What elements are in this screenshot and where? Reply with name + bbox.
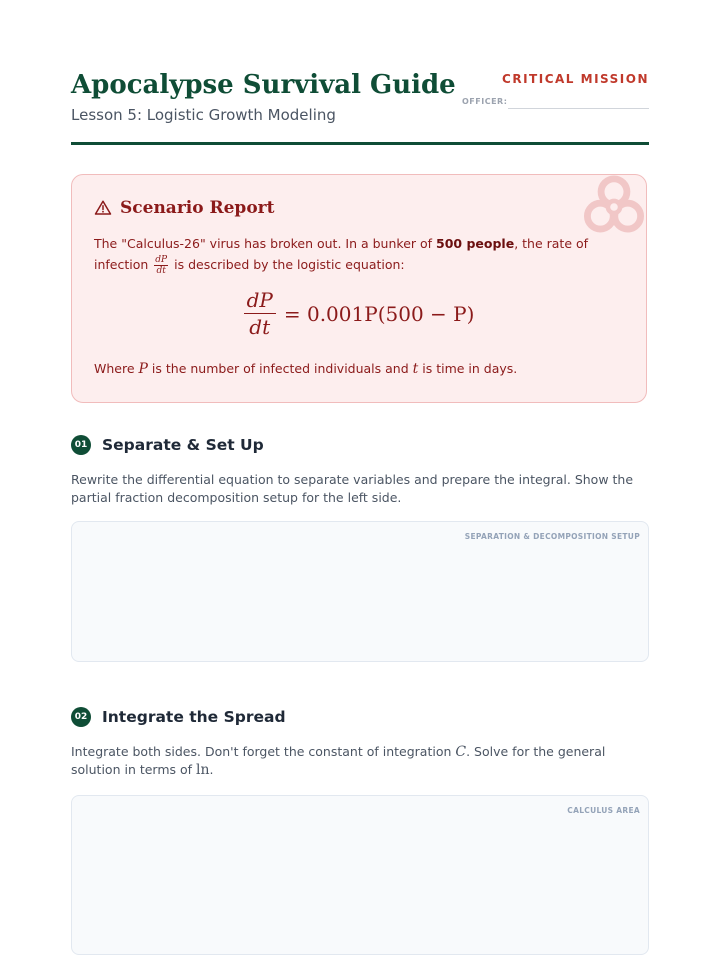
step-2-description	[71, 743, 649, 779]
rate-fraction	[154, 255, 168, 276]
officer-label: OFFICER:	[462, 97, 508, 106]
step-2-desc-part-2: . Solve for the general solution in terms of	[71, 744, 606, 777]
step-1-title: Separate & Set Up	[102, 436, 264, 454]
constant-c: C	[455, 744, 467, 760]
officer-name-field[interactable]	[508, 108, 649, 109]
ln-symbol: ln	[196, 762, 210, 778]
intro-text: The "Calculus-26" virus has broken out. In a bunker of	[94, 236, 437, 251]
equation-numerator: dP	[244, 287, 276, 314]
step-1-answer-area[interactable]	[71, 521, 649, 662]
variable-definitions	[94, 361, 517, 377]
step-1-area-label: SEPARATION & DECOMPOSITION SETUP	[464, 532, 640, 541]
where-text-1: Where	[94, 361, 139, 376]
step-2-number-badge: 02	[71, 707, 91, 727]
step-1-header	[71, 435, 649, 455]
where-text-2: is the number of infected individuals and	[147, 361, 413, 376]
step-2	[71, 707, 649, 779]
scenario-report-box	[71, 174, 647, 403]
step-1-number-badge: 01	[71, 435, 91, 455]
scenario-header	[94, 198, 274, 218]
rate-numerator: dP	[155, 255, 168, 265]
step-1	[71, 435, 649, 507]
intro-text-after: , the rate of infection	[94, 236, 589, 272]
intro-text-end: is described by the logistic equation:	[174, 257, 405, 272]
lesson-subtitle: Lesson 5: Logistic Growth Modeling	[71, 106, 336, 124]
scenario-description	[94, 233, 624, 276]
warning-icon	[94, 199, 112, 217]
equation-derivative	[244, 287, 276, 340]
step-2-desc-part-1: Integrate both sides. Don't forget the constant of integration	[71, 744, 456, 759]
rate-denominator: dt	[156, 266, 166, 276]
step-1-description: Rewrite the differential equation to separate variables and prepare the integral. Show the partial fraction decomposition setup for the left side.	[71, 472, 634, 505]
scenario-title: Scenario Report	[120, 198, 275, 218]
step-2-answer-area[interactable]	[71, 795, 649, 955]
step-2-area-label: CALCULUS AREA	[567, 806, 640, 815]
where-text-3: is time in days.	[418, 361, 518, 376]
logistic-equation	[72, 287, 646, 340]
step-2-header	[71, 707, 649, 727]
step-2-desc-part-3: .	[209, 762, 214, 777]
equation-rhs: = 0.001P(500 − P)	[283, 301, 475, 326]
population-highlight: 500 people	[436, 236, 515, 251]
step-2-title: Integrate the Spread	[102, 708, 286, 726]
mission-label: CRITICAL MISSION	[502, 72, 649, 86]
page-header	[71, 62, 649, 145]
variable-t: t	[412, 361, 419, 377]
equation-denominator: dt	[249, 315, 271, 339]
page-title: Apocalypse Survival Guide	[71, 70, 456, 100]
variable-p: P	[138, 361, 148, 377]
